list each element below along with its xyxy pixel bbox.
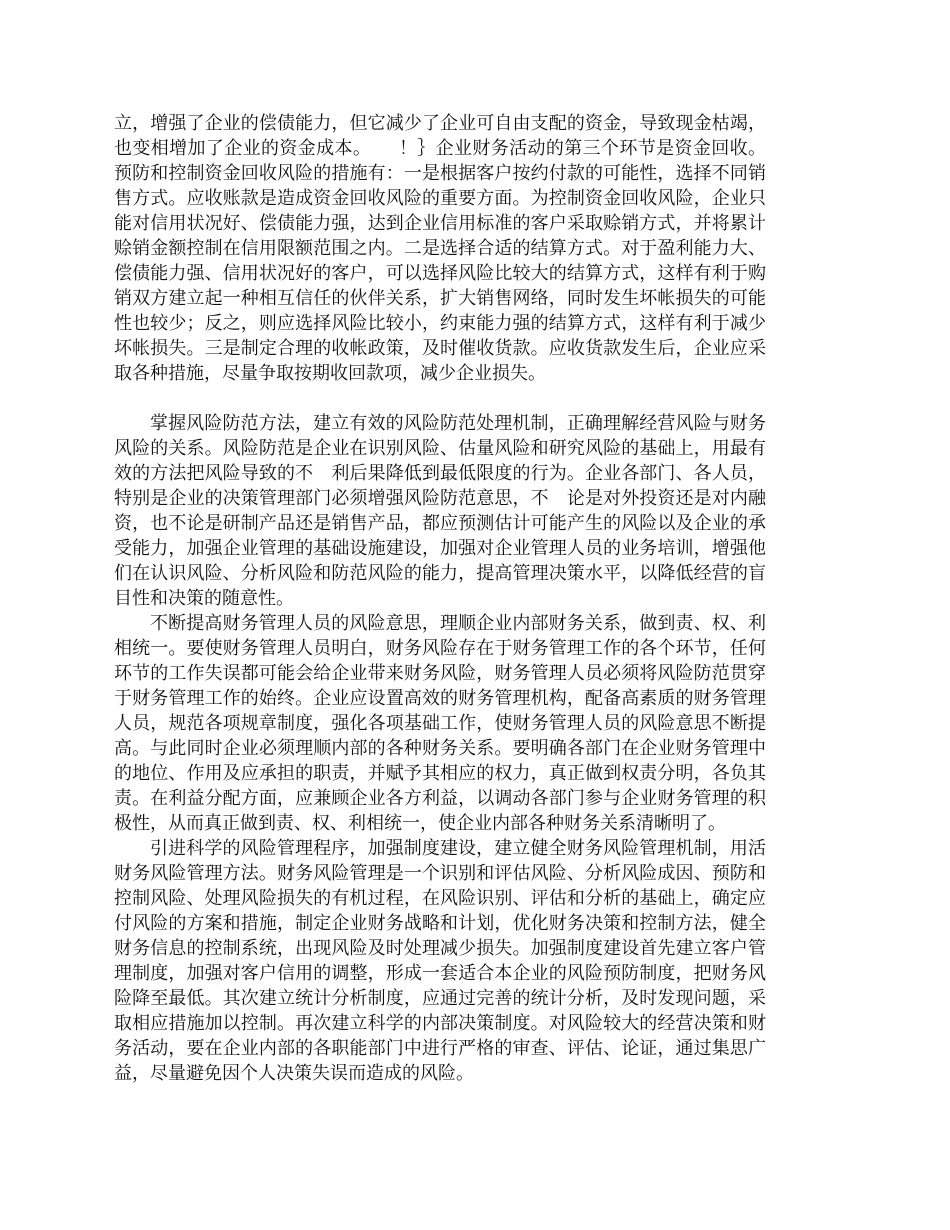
paragraph-risk-management-procedure: 引进科学的风险管理程序，加强制度建设，建立健全财务风险管理机制，用活财务风险管理方法。财务风险管理是一个识别和评估风险、分析风险成因、预防和控制风险、处理风险损失的有机过程，在风险识别、评估和分析的基础上，确定应付风险的方案和措施，制定企业财务战略和计划，优化财务决策和控制方法，健全财务信息的控制系统，出现风险及时处理减少损失。加强制度建设首先建立客户管理制度，加强对客户信用的调整，形成一套适合本企业的风险预防制度，把财务风险降至最低。其次建立统计分析制度，应通过完善的统计分析，及时发现问题，采取相应措施加以控制。再次建立科学的内部决策制度。对风险较大的经营决策和财务活动，要在企业内部的各职能部门中进行严格的审查、评估、论证，通过集思广益，尽量避免因个人决策失误而造成的风险。 <box>114 838 766 1084</box>
document-body <box>114 111 766 1086</box>
paragraph-staff-awareness: 不断提高财务管理人员的风险意思，理顺企业内部财务关系，做到责、权、利相统一。要使财务管理人员明白，财务风险存在于财务管理工作的各个环节，任何环节的工作失误都可能会给企业带来财务风险，财务管理人员必须将风险防范贯穿于财务管理工作的始终。企业应设置高效的财务管理机构，配备高素质的财务管理人员，规范各项规章制度，强化各项基础工作，使财务管理人员的风险意思不断提高。与此同时企业必须理顺内部的各种财务关系。要明确各部门在企业财务管理中的地位、作用及应承担的职责，并赋予其相应的权力，真正做到权责分明，各负其责。在利益分配方面，应兼顾企业各方利益，以调动各部门参与企业财务管理的积极性，从而真正做到责、权、利相统一，使企业内部各种财务关系清晰明了。 <box>114 613 766 834</box>
paragraph-capital-recovery: 立，增强了企业的偿债能力，但它减少了企业可自由支配的资金，导致现金枯竭，也变相增加了企业的资金成本。 ！｝企业财务活动的第三个环节是资金回收。预防和控制资金回收风险的措施有：一是根据客户按约付款的可能性，选择不同销售方式。应收账款是造成资金回收风险的重要方面。为控制资金回收风险，企业只能对信用状况好、偿债能力强，达到企业信用标准的客户采取赊销方式，并将累计赊销金额控制在信用限额范围之内。二是选择合适的结算方式。对于盈利能力大、偿债能力强、信用状况好的客户，可以选择风险比较大的结算方式，这样有利于购销双方建立起一种相互信任的伙伴关系，扩大销售网络，同时发生坏帐损失的可能性也较少；反之，则应选择风险比较小，约束能力强的结算方式，这样有利于减少坏帐损失。三是制定合理的收帐政策，及时催收货款。应收货款发生后，企业应采取各种措施，尽量争取按期收回款项，减少企业损失。 <box>114 113 766 384</box>
paragraph-risk-prevention: 掌握风险防范方法，建立有效的风险防范处理机制，正确理解经营风险与财务风险的关系。风险防范是企业在识别风险、估量风险和研究风险的基础上，用最有效的方法把风险导致的不 利后果降低到最低限度的行为。企业各部门、各人员，特别是企业的决策管理部门必须增强风险防范意思，不 论是对外投资还是对内融资，也不论是研制产品还是销售产品，都应预测估计可能产生的风险以及企业的承受能力，加强企业管理的基础设施建设，加强对企业管理人员的业务培训，增强他们在认识风险、分析风险和防范风险的能力，提高管理决策水平，以降低经营的盲目性和决策的随意性。 <box>114 413 766 609</box>
